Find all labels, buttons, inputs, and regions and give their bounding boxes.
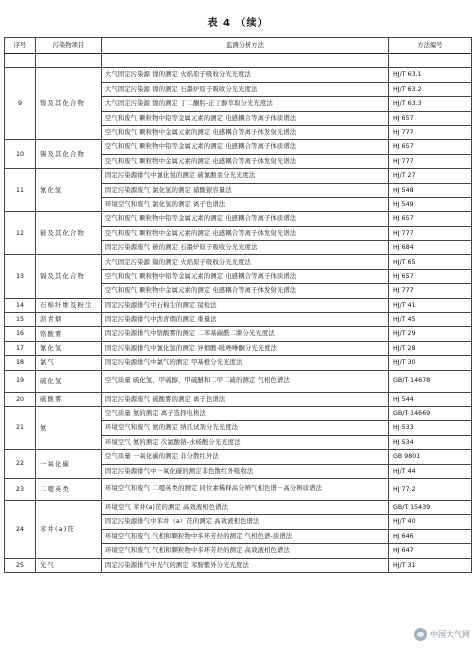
cell-code: HJ 533 [389,421,472,435]
cell-method: 环境空气和废气 二噁英类的测定 同位素稀释高分辨气相色谱－高分辨质谱法 [102,478,389,500]
cell-code: HJ/T 28 [389,341,472,355]
cell-code [389,54,472,68]
table-row [5,298,472,312]
cell-code: HJ/T 41 [389,298,472,312]
cell-no [5,54,36,68]
cell-pollutant: 铬酸雾 [36,327,102,341]
table-row [5,54,472,68]
cell-code: HJ/T 63.3 [389,97,472,111]
cell-pollutant: 镍及其化合物 [36,68,102,140]
cell-method: 空气和废气 颗粒物中铅等金属元素的测定 电感耦合等离子体质谱法 [102,111,389,125]
cell-method: 固定污染源排气中一氧化碳的测定非色散红外吸收法 [102,464,389,478]
cell-pollutant: 锡及其化合物 [36,140,102,169]
cell-method: 大气固定污染源 镍的测定 火焰原子吸收分光光度法 [102,68,389,82]
cell-no: 23 [5,478,36,500]
cell-code: HJ 777 [389,125,472,139]
cell-method: 空气和废气 颗粒物中金属元素的测定 电感耦合等离子体发射光谱法 [102,284,389,298]
cell-method: 空气质量 一氧化碳的测定 非分散红外法 [102,450,389,464]
cell-method: 环境空气 氨的测定 次氯酸钠-水杨酸分光光度法 [102,435,389,449]
table-row [5,327,472,341]
cell-method: 空气和废气 颗粒物中金属元素的测定 电感耦合等离子体发射光谱法 [102,154,389,168]
table-row [5,558,472,572]
cell-code: HJ 777 [389,226,472,240]
cell-method: 大气固定污染源 镉的测定 火焰原子吸收分光光度法 [102,255,389,269]
table-row [5,500,472,514]
cell-code: HJ 777 [389,284,472,298]
cell-no: 9 [5,68,36,140]
table-row [5,169,472,183]
cell-method: 空气和废气 颗粒物中金属元素的测定 电感耦合等离子体发射光谱法 [102,125,389,139]
cell-method: 固定污染源排气中氰化氢的测定 硫氰酸汞分光光度法 [102,169,389,183]
cell-pollutant: 铍及其化合物 [36,212,102,255]
cell-method: 空气质量 氨的测定 离子选择电极法 [102,406,389,420]
table-row [5,370,472,392]
cell-method: 固定污染源排气中沥青烟的测定 重量法 [102,313,389,327]
cell-code: HJ/T 27 [389,169,472,183]
cell-code: HJ/T 40 [389,515,472,529]
monitoring-methods-table [4,37,472,573]
cell-code: HJ 777 [389,154,472,168]
table-row [5,212,472,226]
cell-method: 环境空气和废气 氨的测定 纳氏试剂分光光度法 [102,421,389,435]
header-pollutant: 污染物项目 [36,38,102,54]
cell-pollutant: 硫化氢 [36,370,102,392]
cell-no: 12 [5,212,36,255]
cell-method: 固定污染源排气中氰化氢的测定 异烟酸-吡唑啉酮分光光度法 [102,341,389,355]
cell-code: HJ 534 [389,435,472,449]
cell-no: 21 [5,406,36,449]
cell-method: 大气固定污染源 镍的测定 丁二酮肟-正丁醇萃取分光光度法 [102,97,389,111]
cell-code: HJ 646 [389,529,472,543]
cell-method: 环境空气和废气 气相和颗粒物中多环芳烃的测定 气相色谱-质谱法 [102,529,389,543]
cell-method: 固定污染源排气中石棉尘的测定 镜检法 [102,298,389,312]
cell-method: 固定污染源排气中苯并（a）芘的测定 高效液相色谱法 [102,515,389,529]
table-row [5,140,472,154]
cell-method: 空气和废气 颗粒物中铅等金属元素的测定 电感耦合等离子体质谱法 [102,212,389,226]
cell-code: HJ 544 [389,392,472,406]
table-row [5,450,472,464]
cell-no: 22 [5,450,36,479]
cell-code: HJ 657 [389,140,472,154]
cell-method: 固定污染源废气 氯化氢的测定 硝酸银容量法 [102,183,389,197]
cell-method: 大气固定污染源 镍的测定 石墨炉原子吸收分光光度法 [102,82,389,96]
cell-pollutant: 沥青烟 [36,313,102,327]
table-row [5,341,472,355]
cell-no: 15 [5,313,36,327]
cell-no: 16 [5,327,36,341]
cell-code: HJ/T 31 [389,558,472,572]
cell-pollutant: 一氧化碳 [36,450,102,479]
cell-code: HJ 684 [389,241,472,255]
cell-pollutant [36,54,102,68]
table-row [5,392,472,406]
cell-code: GB 9801 [389,450,472,464]
cell-no: 13 [5,255,36,298]
cell-code: HJ/T 65 [389,255,472,269]
table-row [5,313,472,327]
table-row [5,478,472,500]
table-row [5,68,472,82]
cell-code: GB/T 14678 [389,370,472,392]
table-row [5,406,472,420]
cell-code: GB/T 14669 [389,406,472,420]
cell-pollutant: 氨 [36,406,102,449]
table-row [5,255,472,269]
cell-method [102,54,389,68]
cell-pollutant: 氯气 [36,356,102,370]
cell-code: HJ 657 [389,111,472,125]
cell-pollutant: 硫酸雾 [36,392,102,406]
cell-no: 24 [5,500,36,558]
cell-method: 固定污染源排气中光气的测定 苯胺紫外分光光度法 [102,558,389,572]
cell-no: 14 [5,298,36,312]
cell-pollutant: 石棉纤维及粉尘 [36,298,102,312]
cell-method: 环境空气和废气 氯化氢的测定 离子色谱法 [102,197,389,211]
cloud-logo-icon [414,628,427,641]
cell-pollutant: 苯并(a)芘 [36,500,102,558]
cell-code: HJ 657 [389,212,472,226]
cell-method: 固定污染源废气 铍的测定 石墨炉原子吸收分光光度法 [102,241,389,255]
cell-pollutant: 氰化氢 [36,341,102,355]
watermark [414,628,470,641]
cell-code: HJ 647 [389,544,472,558]
cell-method: 空气和废气 颗粒物中金属元素的测定 电感耦合等离子体发射光谱法 [102,226,389,240]
cell-no: 11 [5,169,36,212]
cell-method: 环境空气 苯并(a)芘的测定 高效液相色谱法 [102,500,389,514]
cell-code: HJ 549 [389,197,472,211]
cell-code: HJ/T 29 [389,327,472,341]
cell-code: HJ/T 63.1 [389,68,472,82]
cell-no: 17 [5,341,36,355]
cell-method: 固定污染源排气中铬酸雾的测定 二苯基碳酰二肼分光光度法 [102,327,389,341]
cell-code: HJ 657 [389,269,472,283]
cell-pollutant: 二噁英类 [36,478,102,500]
watermark-text: 中国大气网 [430,630,470,639]
header-no: 序号 [5,38,36,54]
cell-pollutant: 光气 [36,558,102,572]
cell-code: GB/T 15439 [389,500,472,514]
cell-code: HJ/T 30 [389,356,472,370]
cell-code: HJ/T 45 [389,313,472,327]
cell-method: 空气和废气 颗粒物中铅等金属元素的测定 电感耦合等离子体质谱法 [102,269,389,283]
cell-method: 固定污染源排气中氯气的测定 甲基橙分光光度法 [102,356,389,370]
table-title: 表 4 （续） [207,18,269,29]
cell-method: 环境空气和废气 气相和颗粒物中多环芳烃的测定 高效液相色谱法 [102,544,389,558]
header-code: 方法编号 [389,38,472,54]
cell-code: HJ/T 44 [389,464,472,478]
cell-no: 18 [5,356,36,370]
cell-no: 19 [5,370,36,392]
cell-no: 25 [5,558,36,572]
cell-pollutant: 氰化氢 [36,169,102,212]
cell-method: 空气质量 硫化氢、甲硫醇、甲硫醚和二甲二硫的测定 气相色谱法 [102,370,389,392]
cell-no: 20 [5,392,36,406]
cell-method: 固定污染源废气 硫酸雾的测定 离子色谱法 [102,392,389,406]
cell-code: HJ/T 63.2 [389,82,472,96]
cell-pollutant: 镉及其化合物 [36,255,102,298]
cell-code: HJ 548 [389,183,472,197]
cell-method: 空气和废气 颗粒物中铅等金属元素的测定 电感耦合等离子体质谱法 [102,140,389,154]
cell-no: 10 [5,140,36,169]
cell-code: HJ 77.2 [389,478,472,500]
table-row [5,356,472,370]
table-header-row [5,38,472,54]
header-method: 监测分析方法 [102,38,389,54]
